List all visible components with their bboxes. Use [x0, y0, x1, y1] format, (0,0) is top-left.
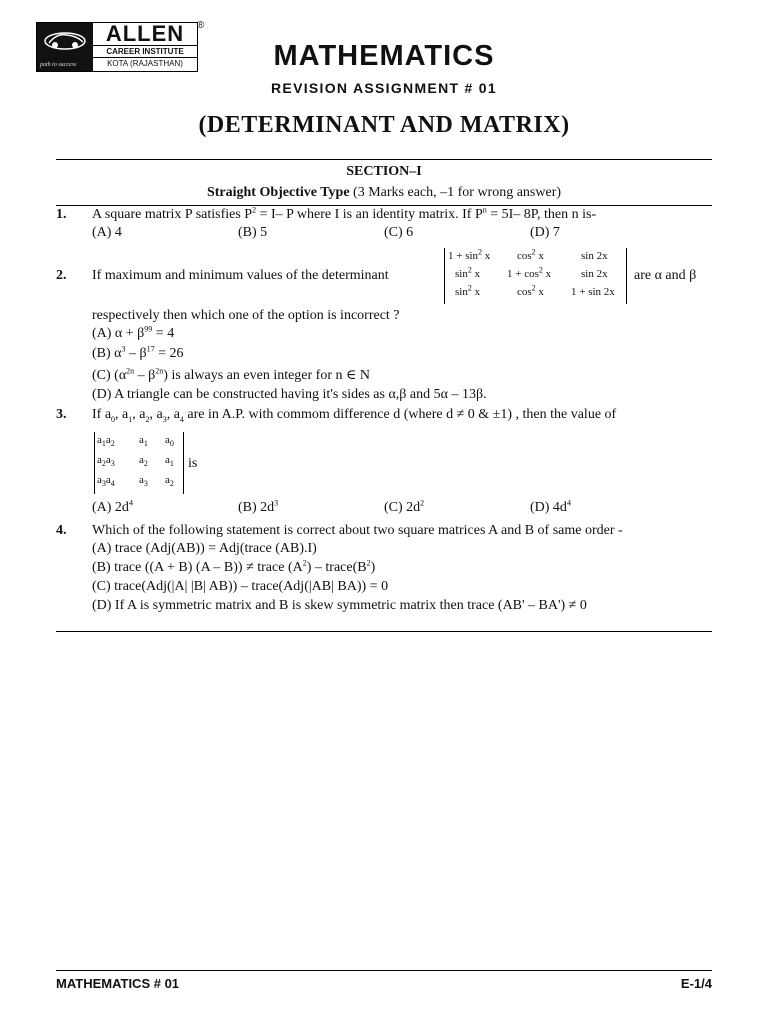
question-number-3: 3.: [56, 407, 67, 422]
q3-option-d: (D) $4d^4$: [530, 498, 571, 515]
q3-option-c: (C) $2d^2$: [384, 498, 425, 515]
q2-option-b: (B) $\alpha^3 - \beta^{17} = 26$: [92, 344, 184, 361]
section-type: [0, 185, 768, 201]
det-cell: $a_0$: [165, 434, 174, 449]
q4-option-c: (C) trace(Adj(|A| |B| AB)) – trace(Adj(|AB| BA)) = 0: [92, 579, 389, 594]
question-number-2: 2.: [56, 268, 67, 283]
det-cell: $a_2$: [139, 454, 148, 469]
q4-option-b: (B) trace ((A + B) (A – B)) ≠ trace $(A^2)$ – $trace(B^2)$: [92, 558, 376, 575]
section-type-title: Straight Objective Type: [206, 185, 350, 200]
det-cell: $a_1$: [165, 454, 174, 469]
det-cell: $a_2$: [165, 474, 174, 489]
q1-option-a: (A) 4: [92, 225, 122, 240]
det-cell: $a_1a_2$: [97, 434, 115, 449]
det-cell: $a_3a_4$: [97, 474, 115, 489]
det-cell: $1 + \sin^2 x$: [448, 247, 491, 262]
page-title: MATHEMATICS: [273, 40, 495, 72]
question-3-text: If $a_0$, $a_1$, $a_2$, $a_3$, $a_4$ are in A.P. with commom difference d (where d ≠ 0 & ±1) , then the value of: [92, 407, 617, 424]
det-cell: 1 + sin 2x: [571, 286, 615, 298]
q1-option-d: (D) 7: [530, 225, 560, 240]
section-label: SECTION–I: [346, 164, 422, 179]
topic-heading: (DETERMINANT AND MATRIX): [198, 112, 570, 138]
question-number-1: 1.: [56, 207, 67, 222]
det-cell: $1 + \cos^2 x$: [507, 265, 552, 280]
q2-option-d: (D) A triangle can be constructed having it's sides as α,β and 5α – 13β.: [92, 387, 487, 402]
section-type-note: (3 Marks each, –1 for wrong answer): [349, 185, 562, 200]
question-number-4: 4.: [56, 523, 67, 538]
q3-option-b: (B) $2d^3$: [238, 498, 279, 515]
q4-option-a: (A) trace (Adj(AB)) = Adj(trace (AB).I): [92, 541, 317, 556]
det-cell: $a_3$: [139, 474, 148, 489]
question-3-after: is: [188, 456, 198, 471]
assignment-subtitle: REVISION ASSIGNMENT # 01: [271, 80, 497, 96]
det-cell: $\cos^2 x$: [517, 247, 544, 262]
logo-tagline: path to success: [40, 62, 77, 68]
registered-mark: ®: [197, 20, 205, 31]
footer-divider: [56, 970, 712, 971]
q2-option-a: (A) $\alpha + \beta^{99} = 4$: [92, 324, 175, 341]
q4-option-d: (D) If A is symmetric matrix and B is skew symmetric matrix then trace (AB' – BA') ≠ 0: [92, 598, 587, 613]
question-4-text: Which of the following statement is correct about two square matrices A and B of same order -: [92, 523, 623, 538]
det-cell: $a_2a_3$: [97, 454, 115, 469]
question-1-text: A square matrix P satisfies $P^2 = I-$ P where I is an identity matrix. If $P^n = 5I-$ 8P, then n is-: [92, 205, 597, 222]
det-cell: $a_1$: [139, 434, 148, 449]
q1-option-c: (C) 6: [384, 225, 414, 240]
q1-option-b: (B) 5: [238, 225, 268, 240]
q2-determinant: [444, 248, 627, 304]
det-cell: sin 2x: [581, 268, 608, 280]
question-2-tail: are α and β: [634, 268, 697, 283]
det-cell: $\cos^2 x$: [517, 283, 544, 298]
content-end-divider: [56, 631, 712, 632]
q2-option-c: (C) $(\alpha^{2n} - \beta^{2n})$ is always an even integer for n ∈ N: [92, 366, 370, 383]
logo-brand: ALLEN: [105, 21, 185, 46]
det-cell: $\sin^2 x$: [455, 265, 481, 280]
question-2-continuation: respectively then which one of the option is incorrect ?: [92, 308, 400, 323]
footer-subject: MATHEMATICS # 01: [56, 976, 180, 991]
header-divider: [56, 159, 712, 160]
question-2-lead: If maximum and minimum values of the determinant: [92, 268, 389, 283]
q3-determinant: [94, 432, 184, 494]
q3-option-a: (A) $2d^4$: [92, 498, 133, 515]
footer-page-number: E-1/4: [680, 976, 712, 991]
det-cell: $\sin^2 x$: [455, 283, 481, 298]
logo-location: KOTA (RAJASTHAN): [93, 57, 197, 69]
logo-institute: CAREER INSTITUTE: [93, 45, 197, 57]
det-cell: sin 2x: [581, 250, 608, 262]
